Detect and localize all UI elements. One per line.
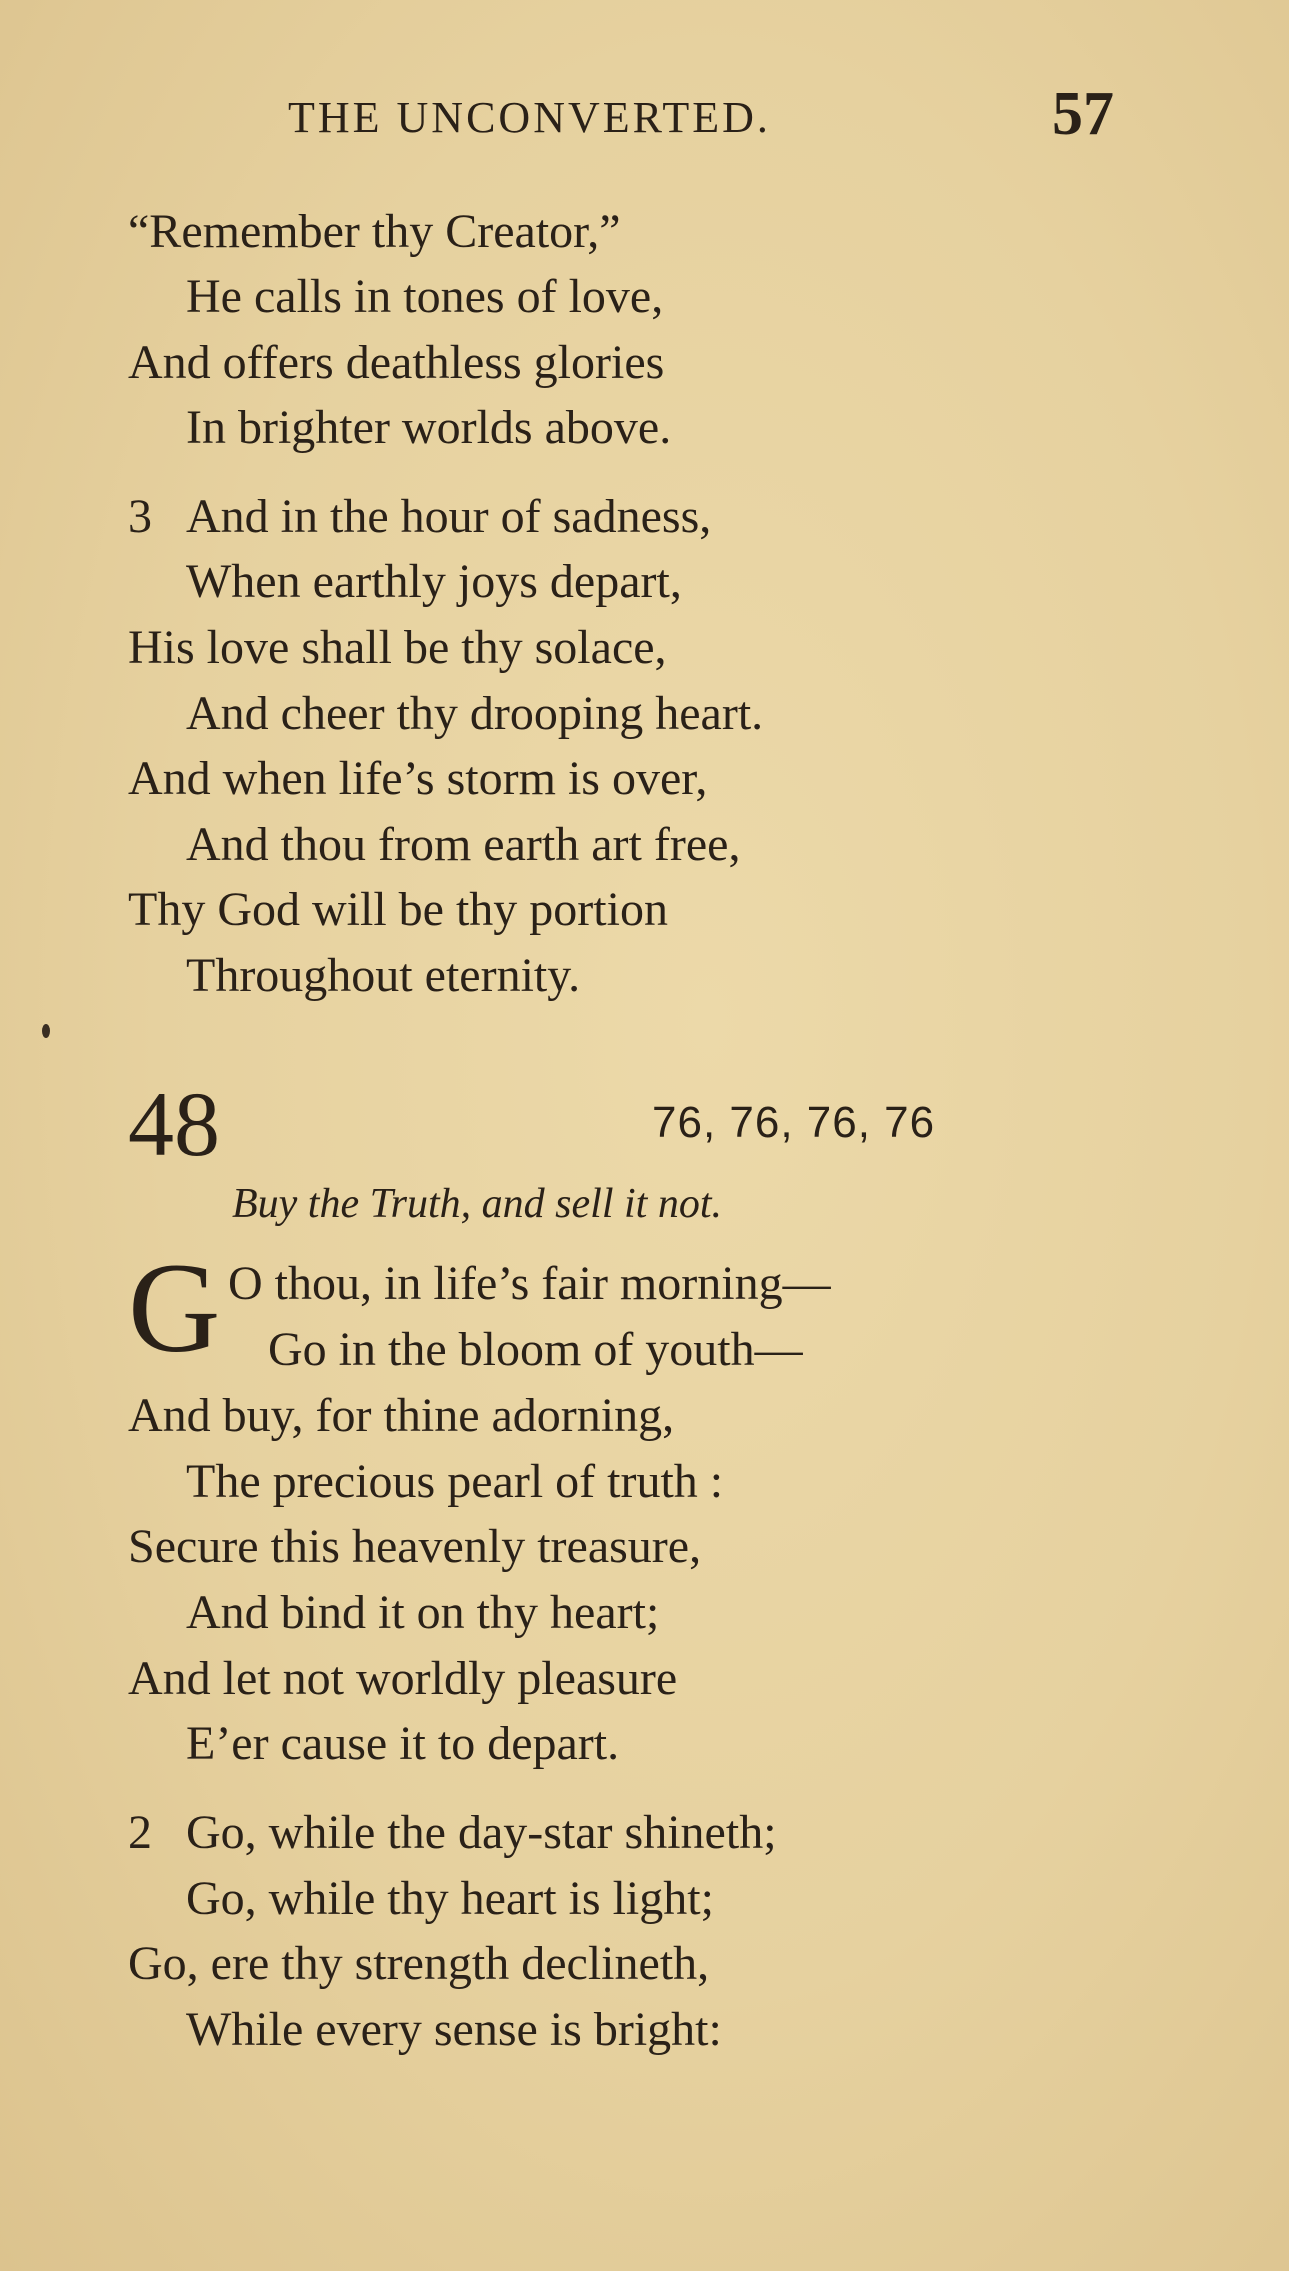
hymn-subtitle: Buy the Truth, and sell it not. [232, 1181, 722, 1227]
verse-line: While every sense is bright: [186, 2003, 722, 2056]
verse-line-text: Go, while the day-star shineth; [186, 1806, 777, 1859]
verse-line: And when life’s storm is over, [128, 752, 708, 805]
verse-line: And buy, for thine adorning, [128, 1389, 675, 1442]
verse-line: Thy God will be thy portion [128, 883, 668, 936]
verse-line: He calls in tones of love, [186, 270, 664, 323]
verse-line: O thou, in life’s fair morning— [228, 1257, 831, 1310]
verse-line: And thou from earth art free, [186, 818, 741, 871]
verse-line: Go, ere thy strength declineth, [128, 1937, 710, 1990]
verse-line: Throughout eternity. [186, 949, 581, 1002]
drop-cap: G [128, 1237, 221, 1379]
verse-line: The precious pearl of truth : [186, 1455, 724, 1508]
verse-line [128, 487, 711, 547]
verse-line: And let not worldly pleasure [128, 1652, 678, 1705]
verse-line: And bind it on thy heart; [186, 1586, 660, 1639]
verse-line: E’er cause it to depart. [186, 1717, 620, 1770]
verse-line-text: And in the hour of sadness, [186, 490, 712, 543]
verse-line: His love shall be thy solace, [128, 621, 667, 674]
verse-line: “Remember thy Creator,” [128, 205, 621, 258]
verse-line: And cheer thy drooping heart. [186, 687, 764, 740]
ink-speck [42, 1024, 50, 1038]
verse-line: Secure this heavenly treasure, [128, 1520, 702, 1573]
verse-line [128, 1803, 777, 1863]
verse-number: 2 [128, 1806, 152, 1859]
verse-line: Go, while thy heart is light; [186, 1872, 714, 1925]
verse-line: When earthly joys depart, [186, 555, 682, 608]
page-number: 57 [1052, 80, 1114, 148]
hymn-meter: 76, 76, 76, 76 [652, 1098, 936, 1147]
running-head: THE UNCONVERTED. [288, 93, 771, 142]
hymn-number: 48 [128, 1073, 220, 1175]
verse-line: In brighter worlds above. [186, 401, 672, 454]
verse-line: Go in the bloom of youth— [268, 1323, 803, 1376]
verse-number: 3 [128, 490, 152, 543]
verse-line: And offers deathless glories [128, 336, 665, 389]
